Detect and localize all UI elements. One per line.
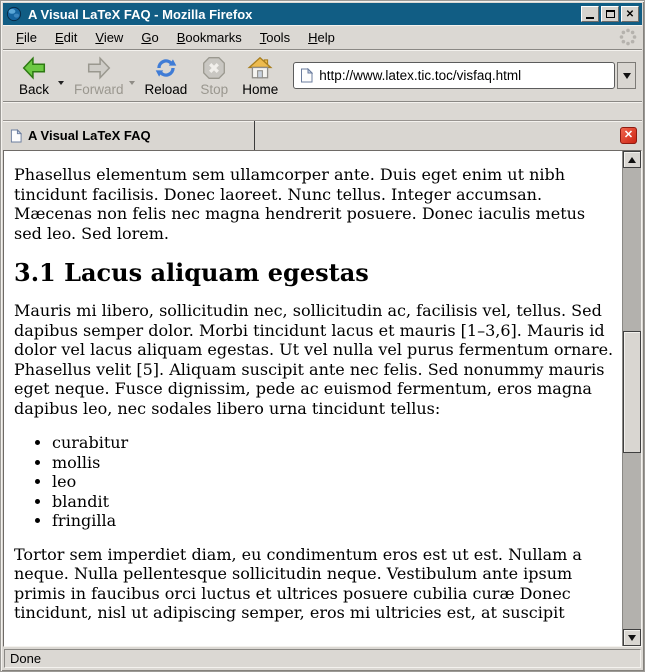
- list-item: • blandit: [52, 492, 614, 512]
- stop-label: Stop: [200, 81, 229, 97]
- tab-bar: [3, 121, 642, 150]
- throbber-icon: [619, 28, 637, 46]
- titlebar[interactable]: [3, 3, 642, 25]
- home-label: Home: [242, 81, 279, 97]
- stop-button[interactable]: [191, 53, 237, 99]
- menubar: [3, 25, 642, 50]
- reload-label: Reload: [144, 81, 188, 97]
- bullet-list: [14, 433, 614, 531]
- close-button[interactable]: ✕: [621, 6, 639, 22]
- scroll-up-button[interactable]: [623, 151, 641, 168]
- forward-icon: [86, 55, 112, 81]
- tab-label: A Visual LaTeX FAQ: [28, 128, 151, 143]
- menu-item-bookmarks[interactable]: Bookmarks: [176, 29, 242, 45]
- scrollbar-track[interactable]: [623, 168, 641, 629]
- list-item: • curabitur: [52, 433, 614, 453]
- home-button[interactable]: [237, 53, 283, 99]
- url-field[interactable]: [293, 62, 615, 89]
- minimize-icon: [586, 17, 594, 19]
- back-label: Back: [18, 81, 49, 97]
- window-controls: [581, 6, 639, 22]
- paragraph-intro: Phasellus elementum sem ullamcorper ante. Duis eget enim ut nibh tincidunt facilisis. Donec laoreet. Nunc tellus. Integer accumsan. Mæcenas non felis nec magna hendrerit posuere. Donec iaculis metus sed leo. Sed lorem.: [14, 165, 586, 243]
- reload-icon: [153, 55, 179, 81]
- firefox-logo-icon: [6, 6, 22, 22]
- url-input[interactable]: [319, 68, 610, 83]
- home-icon: [247, 55, 273, 81]
- menu-item-help[interactable]: Help: [308, 29, 335, 45]
- status-field: [4, 649, 641, 668]
- menu-item-file[interactable]: File: [16, 29, 37, 45]
- back-icon: [21, 55, 47, 81]
- arrow-up-icon: [628, 157, 636, 163]
- maximize-icon: [606, 10, 615, 18]
- list-item: • mollis: [52, 453, 614, 473]
- tab-strip-filler: [255, 121, 620, 150]
- paragraph-body: Mauris mi libero, sollicitudin nec, sollicitudin ac, facilisis vel, tellus. Sed dapibus semper dolor. Morbi tincidunt lacus et mauris [1–3,6]. Mauris id dolor vel lacus aliquam egestas. Ut vel nulla vel purus fermentum ornare. Phasellus velit [5]. Aliquam suscipit ante nec felis. Sed nonummy mauris eget neque. Fusce dignissim, pede ac euismod fermentum, eros magna dapibus leo, nec sodales libero urna tincidunt tellus:: [14, 301, 614, 418]
- menu-item-tools[interactable]: Tools: [259, 29, 291, 45]
- status-text: Done: [10, 651, 42, 666]
- window-title: A Visual LaTeX FAQ - Mozilla Firefox: [28, 6, 253, 22]
- menu-item-edit[interactable]: Edit: [54, 29, 78, 45]
- forward-label: Forward: [74, 81, 124, 97]
- back-dropdown-caret[interactable]: [58, 81, 64, 85]
- chevron-down-icon: [623, 73, 631, 79]
- content-viewport: [3, 150, 642, 647]
- stop-icon: [201, 55, 227, 81]
- bookmarks-bar: [3, 102, 642, 121]
- section-heading: 3.1 Lacus aliquam egestas: [14, 258, 369, 287]
- forward-dropdown-caret[interactable]: [129, 81, 135, 85]
- page-icon: [300, 68, 313, 83]
- minimize-button[interactable]: [581, 6, 599, 22]
- list-item: • fringilla: [52, 511, 614, 531]
- scrollbar-thumb[interactable]: [623, 331, 641, 453]
- statusbar: [3, 647, 642, 669]
- arrow-down-icon: [628, 635, 636, 641]
- back-button[interactable]: [11, 53, 57, 99]
- vertical-scrollbar[interactable]: [622, 151, 641, 646]
- maximize-button[interactable]: [601, 6, 619, 22]
- paragraph-clipped: Tortor sem imperdiet diam, eu condimentum eros est ut est. Nullam a neque. Nulla pellentesque sollicitudin neque. Vestibulum ante ipsum primis in faucibus orci luctus et ultrices posuere cubilia curæ Donec tincidunt, nisl ut adipiscing semper, eros mi ultricies est, at suscipit: [14, 544, 582, 622]
- list-item: • leo: [52, 472, 614, 492]
- menu-item-go[interactable]: Go: [141, 29, 159, 45]
- tab-visual-latex-faq[interactable]: [3, 121, 255, 150]
- url-dropdown-button[interactable]: [617, 62, 636, 89]
- tab-page-icon: [10, 129, 22, 143]
- tab-close-button[interactable]: ✕: [620, 127, 637, 144]
- reload-button[interactable]: [141, 53, 192, 99]
- url-bar: [293, 62, 636, 89]
- scroll-down-button[interactable]: [623, 629, 641, 646]
- navigation-toolbar: [3, 50, 642, 102]
- menu-item-view[interactable]: View: [95, 29, 124, 45]
- page-content: [4, 151, 622, 646]
- forward-button[interactable]: [70, 53, 128, 99]
